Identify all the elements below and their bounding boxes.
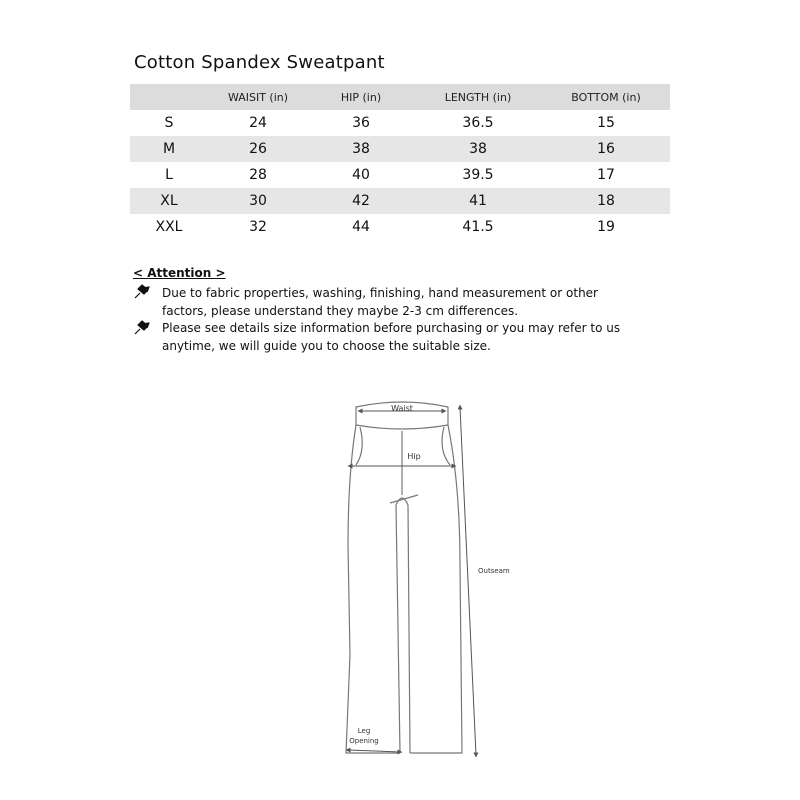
cell-hip: 44 xyxy=(352,219,370,235)
outseam-measure-line xyxy=(460,407,476,755)
cell-length: 41 xyxy=(469,193,487,209)
cell-waist: 32 xyxy=(249,219,267,235)
leg-opening-label-line2: Opening xyxy=(349,737,379,745)
page-title: Cotton Spandex Sweatpant xyxy=(134,52,385,73)
attention-note: Due to fabric properties, washing, finishing, hand measurement or other factors, please understand they maybe 2-3 cm differences. xyxy=(162,286,598,318)
header-waist: WAISIT (in) xyxy=(227,90,289,104)
table-header-row xyxy=(130,84,670,110)
table-row xyxy=(130,162,670,188)
header-size xyxy=(130,84,208,110)
pushpin-icon xyxy=(133,320,151,336)
pants-measurement-diagram xyxy=(330,395,530,765)
header-length: LENGTH (in) xyxy=(444,90,512,104)
table-row xyxy=(130,188,670,214)
leg-opening-label-line1: Leg xyxy=(357,727,371,735)
cell-length: 39.5 xyxy=(462,167,494,183)
outseam-label: Outseam xyxy=(478,567,510,575)
cell-bottom: 18 xyxy=(597,193,615,209)
cell-size: S xyxy=(164,115,174,131)
cell-size: XL xyxy=(160,193,178,209)
cell-bottom: 15 xyxy=(597,115,615,131)
cell-size: M xyxy=(162,141,176,157)
cell-size: L xyxy=(165,167,173,183)
cell-length: 38 xyxy=(469,141,487,157)
cell-length: 36.5 xyxy=(462,115,494,131)
header-hip: HIP (in) xyxy=(340,90,382,104)
pants-outline xyxy=(346,402,462,753)
cell-waist: 28 xyxy=(249,167,267,183)
cell-length: 41.5 xyxy=(462,219,494,235)
cell-hip: 38 xyxy=(352,141,370,157)
header-bottom: BOTTOM (in) xyxy=(571,90,641,104)
cell-size: XXL xyxy=(155,219,183,235)
cell-hip: 40 xyxy=(352,167,370,183)
table-row xyxy=(130,214,670,240)
cell-bottom: 16 xyxy=(597,141,615,157)
cell-hip: 42 xyxy=(352,193,370,209)
size-chart-table xyxy=(130,84,670,240)
waist-label: Waist xyxy=(391,404,413,413)
table-row xyxy=(130,110,670,136)
cell-bottom: 17 xyxy=(597,167,615,183)
cell-waist: 30 xyxy=(249,193,267,209)
cell-waist: 24 xyxy=(249,115,267,131)
cell-hip: 36 xyxy=(352,115,370,131)
hip-label: Hip xyxy=(407,452,421,461)
table-row xyxy=(130,136,670,162)
cell-waist: 26 xyxy=(249,141,267,157)
cell-bottom: 19 xyxy=(597,219,615,235)
attention-note: Please see details size information before purchasing or you may refer to us anytime, we will guide you to choose the suitable size. xyxy=(162,321,621,353)
attention-heading: < Attention > xyxy=(133,266,226,280)
leg-opening-measure-line xyxy=(348,750,400,752)
pushpin-icon xyxy=(133,284,151,300)
